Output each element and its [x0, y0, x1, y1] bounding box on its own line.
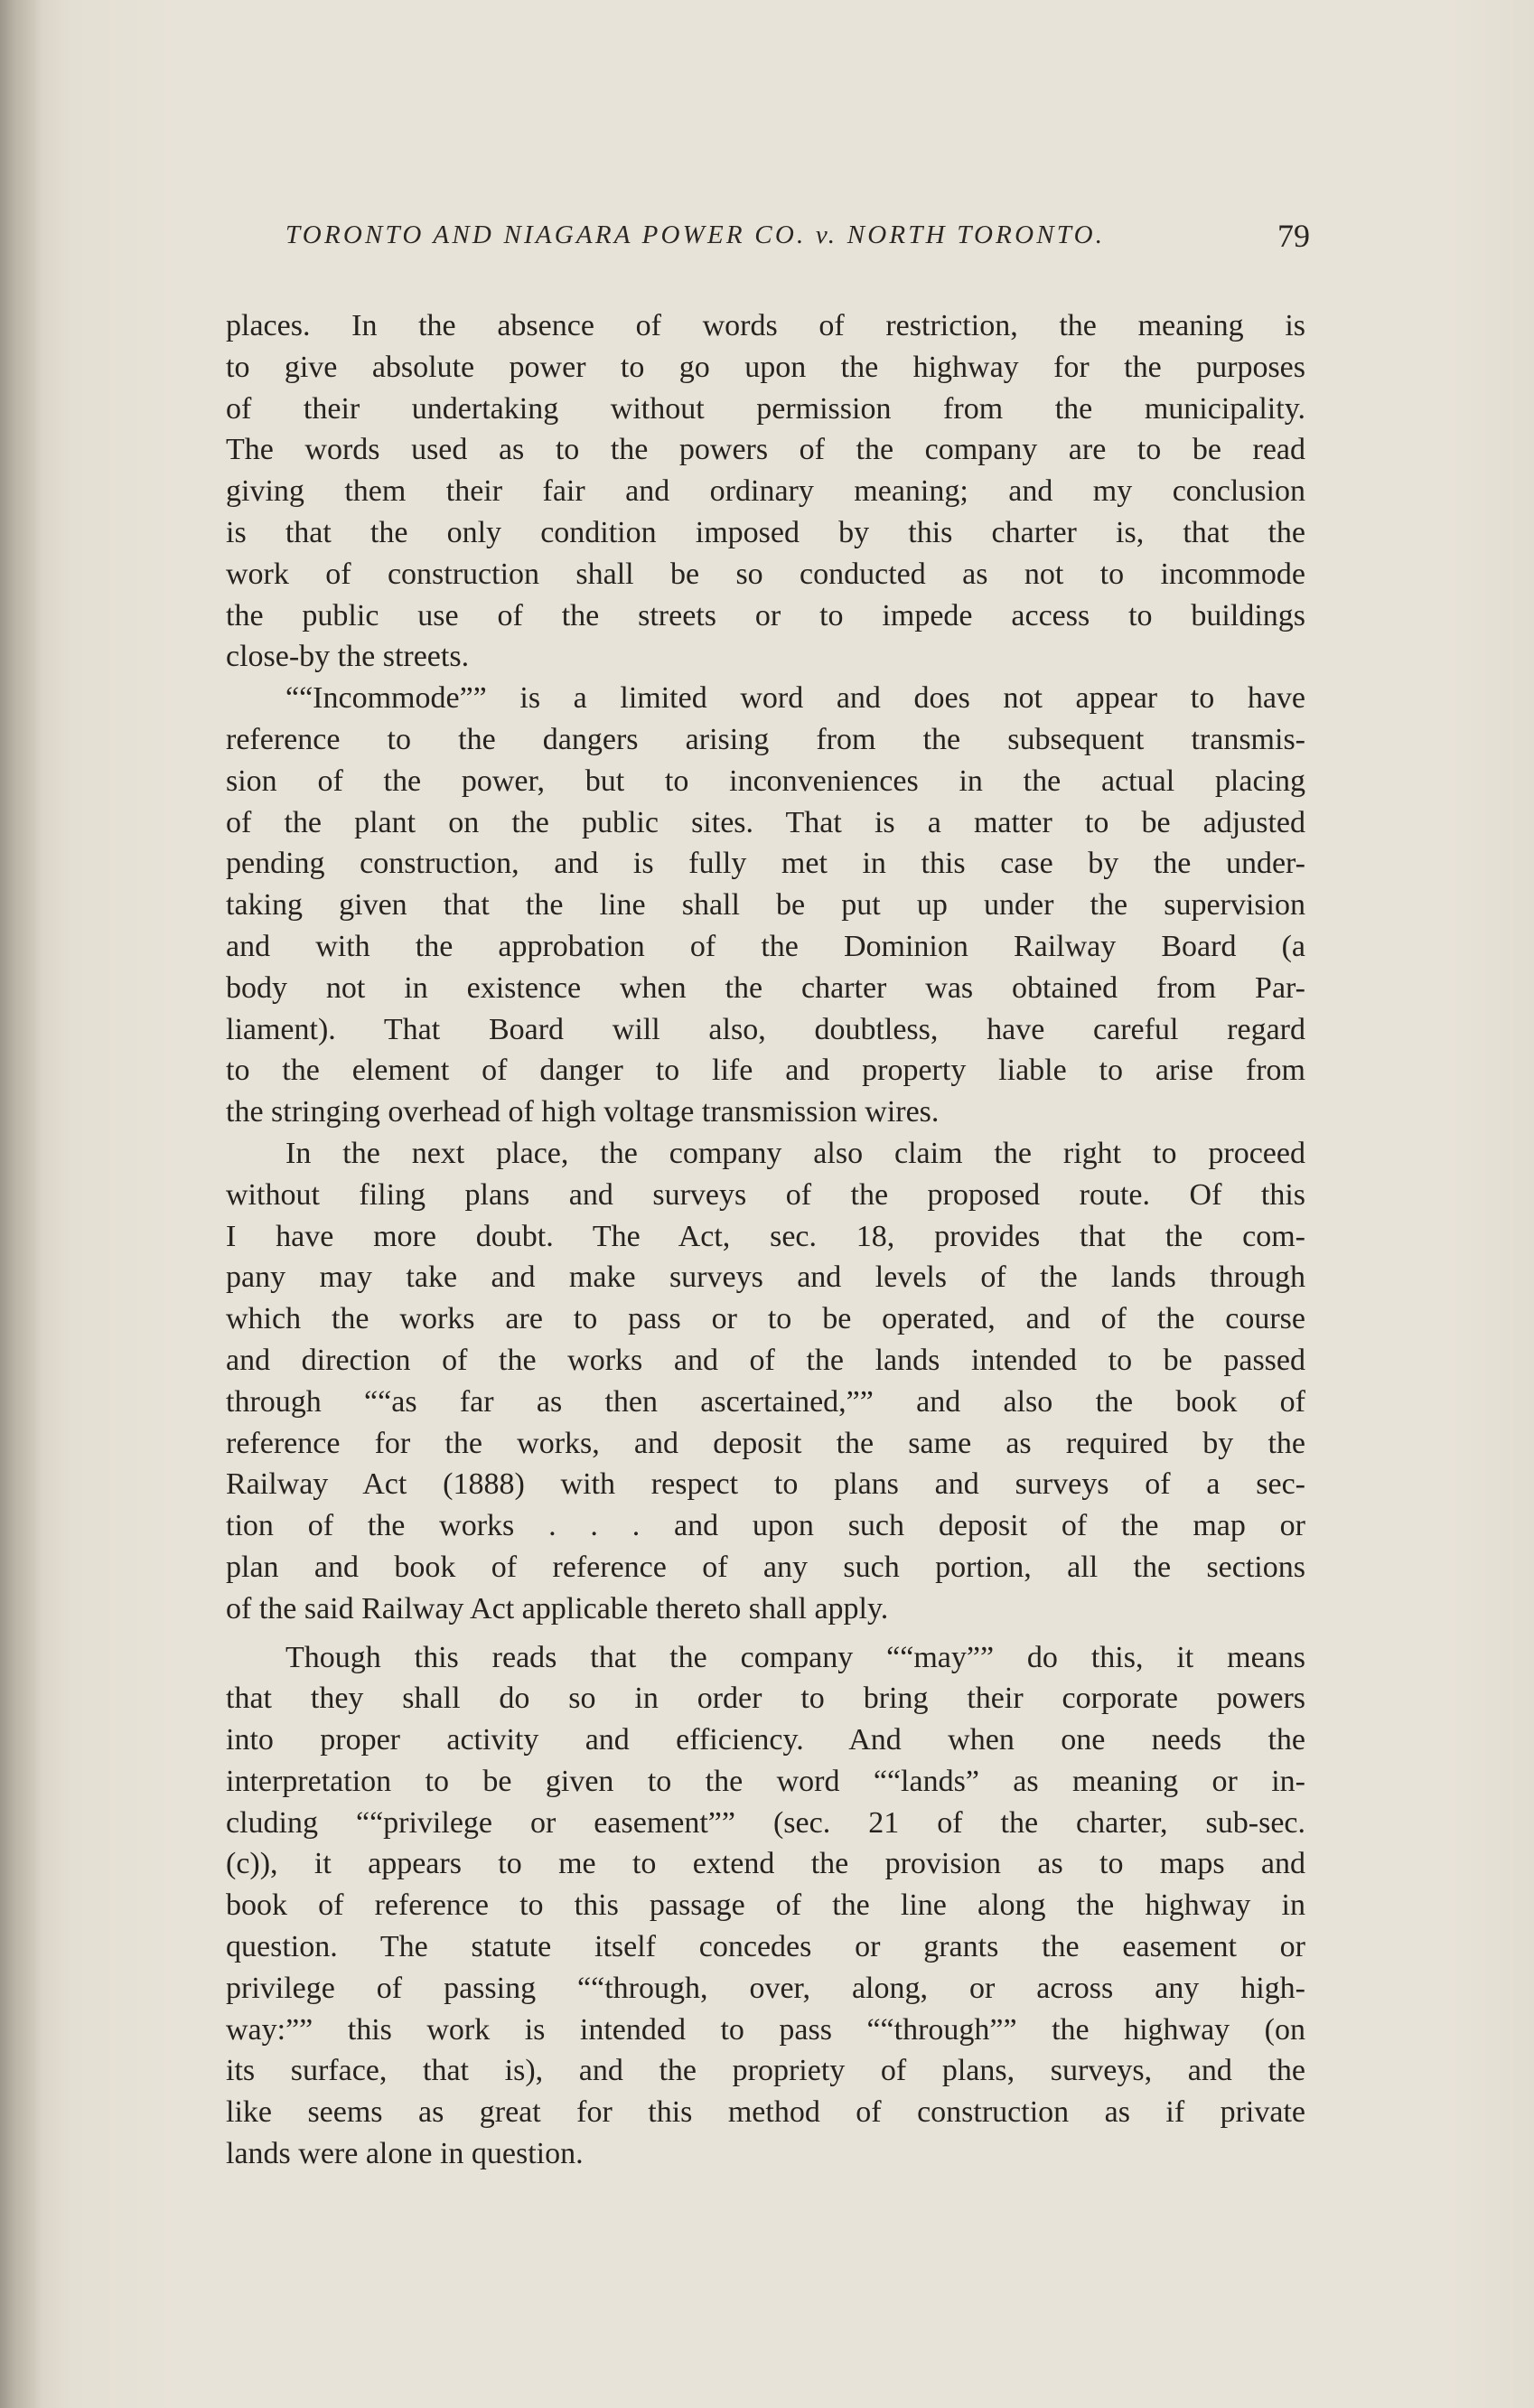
- text-line: way:”” this work is intended to pass ““through”” the highway (on: [226, 2012, 1305, 2047]
- paragraph-1: [226, 305, 1305, 678]
- text-line: taking given that the line shall be put up under the supervision: [226, 888, 1305, 923]
- page-number: 79: [1277, 218, 1310, 254]
- text-line: without filing plans and surveys of the proposed route. Of this: [226, 1177, 1305, 1212]
- paragraph-4: [226, 1637, 1305, 2175]
- body-text: [226, 305, 1305, 2175]
- text-line: which the works are to pass or to be operated, and of the course: [226, 1302, 1305, 1336]
- text-line: privilege of passing ““through, over, along, or across any high-: [226, 1971, 1305, 2005]
- text-line: sion of the power, but to inconveniences in the actual placing: [226, 764, 1305, 798]
- text-line: (c)), it appears to me to extend the provision as to maps and: [226, 1847, 1305, 1881]
- text-line: interpretation to be given to the word ““lands” as meaning or in-: [226, 1764, 1305, 1798]
- text-line: into proper activity and efficiency. And when one needs the: [226, 1723, 1305, 1757]
- text-line: In the next place, the company also claim the right to proceed: [285, 1136, 1305, 1170]
- text-line: the public use of the streets or to impede access to buildings: [226, 598, 1305, 632]
- text-line: cluding ““privilege or easement”” (sec. 21 of the charter, sub-sec.: [226, 1805, 1305, 1840]
- text-line: The words used as to the powers of the company are to be read: [226, 433, 1305, 467]
- binding-edge: [0, 0, 42, 2408]
- text-line: pending construction, and is fully met in this case by the under-: [226, 847, 1305, 881]
- text-line: and with the approbation of the Dominion Railway Board (a: [226, 929, 1305, 963]
- paragraph-3: [226, 1133, 1305, 1630]
- text-line: of their undertaking without permission from the municipality.: [226, 391, 1305, 426]
- running-head: [226, 220, 1310, 260]
- text-line: Though this reads that the company ““may”” do this, it means: [285, 1640, 1305, 1674]
- text-line: I have more doubt. The Act, sec. 18, provides that the com-: [226, 1219, 1305, 1253]
- text-line: Railway Act (1888) with respect to plans and surveys of a sec-: [226, 1467, 1305, 1502]
- text-line: that they shall do so in order to bring their corporate powers: [226, 1682, 1305, 1716]
- text-line: of the plant on the public sites. That is a matter to be adjusted: [226, 805, 1305, 839]
- text-line: ““Incommode”” is a limited word and does not appear to have: [285, 681, 1305, 716]
- text-line: body not in existence when the charter was obtained from Par-: [226, 970, 1305, 1005]
- text-line: is that the only condition imposed by this charter is, that the: [226, 515, 1305, 549]
- text-line: to give absolute power to go upon the highway for the purposes: [226, 350, 1305, 384]
- text-line: liament). That Board will also, doubtless, have careful regard: [226, 1012, 1305, 1046]
- text-line: the stringing overhead of high voltage transmission wires.: [226, 1095, 940, 1129]
- text-line: plan and book of reference of any such portion, all the sections: [226, 1550, 1305, 1584]
- text-line: tion of the works . . . and upon such deposit of the map or: [226, 1509, 1305, 1543]
- text-line: its surface, that is), and the propriety of plans, surveys, and the: [226, 2054, 1305, 2088]
- text-line: of the said Railway Act applicable thereto shall apply.: [226, 1591, 889, 1626]
- paragraph-gap: [226, 1630, 1305, 1637]
- text-line: like seems as great for this method of construction as if private: [226, 2095, 1305, 2130]
- paragraph-2: [226, 678, 1305, 1133]
- text-line: book of reference to this passage of the line along the highway in: [226, 1888, 1305, 1923]
- text-line: work of construction shall be so conducted as not to incommode: [226, 557, 1305, 591]
- running-title: TORONTO AND NIAGARA POWER CO. v. NORTH TORONTO.: [285, 220, 1106, 249]
- text-line: close-by the streets.: [226, 640, 470, 674]
- text-line: and direction of the works and of the lands intended to be passed: [226, 1343, 1305, 1377]
- text-line: question. The statute itself concedes or grants the easement or: [226, 1930, 1305, 1964]
- text-line: reference for the works, and deposit the same as required by the: [226, 1426, 1305, 1460]
- text-line: reference to the dangers arising from the subsequent transmis-: [226, 722, 1305, 756]
- text-line: places. In the absence of words of restriction, the meaning is: [226, 309, 1305, 342]
- text-line: pany may take and make surveys and levels of the lands through: [226, 1260, 1305, 1295]
- text-line: giving them their fair and ordinary meaning; and my conclusion: [226, 474, 1305, 509]
- text-line: through ““as far as then ascertained,”” and also the book of: [226, 1384, 1305, 1419]
- text-line: lands were alone in question.: [226, 2137, 584, 2171]
- text-line: to the element of danger to life and property liable to arise from: [226, 1054, 1305, 1088]
